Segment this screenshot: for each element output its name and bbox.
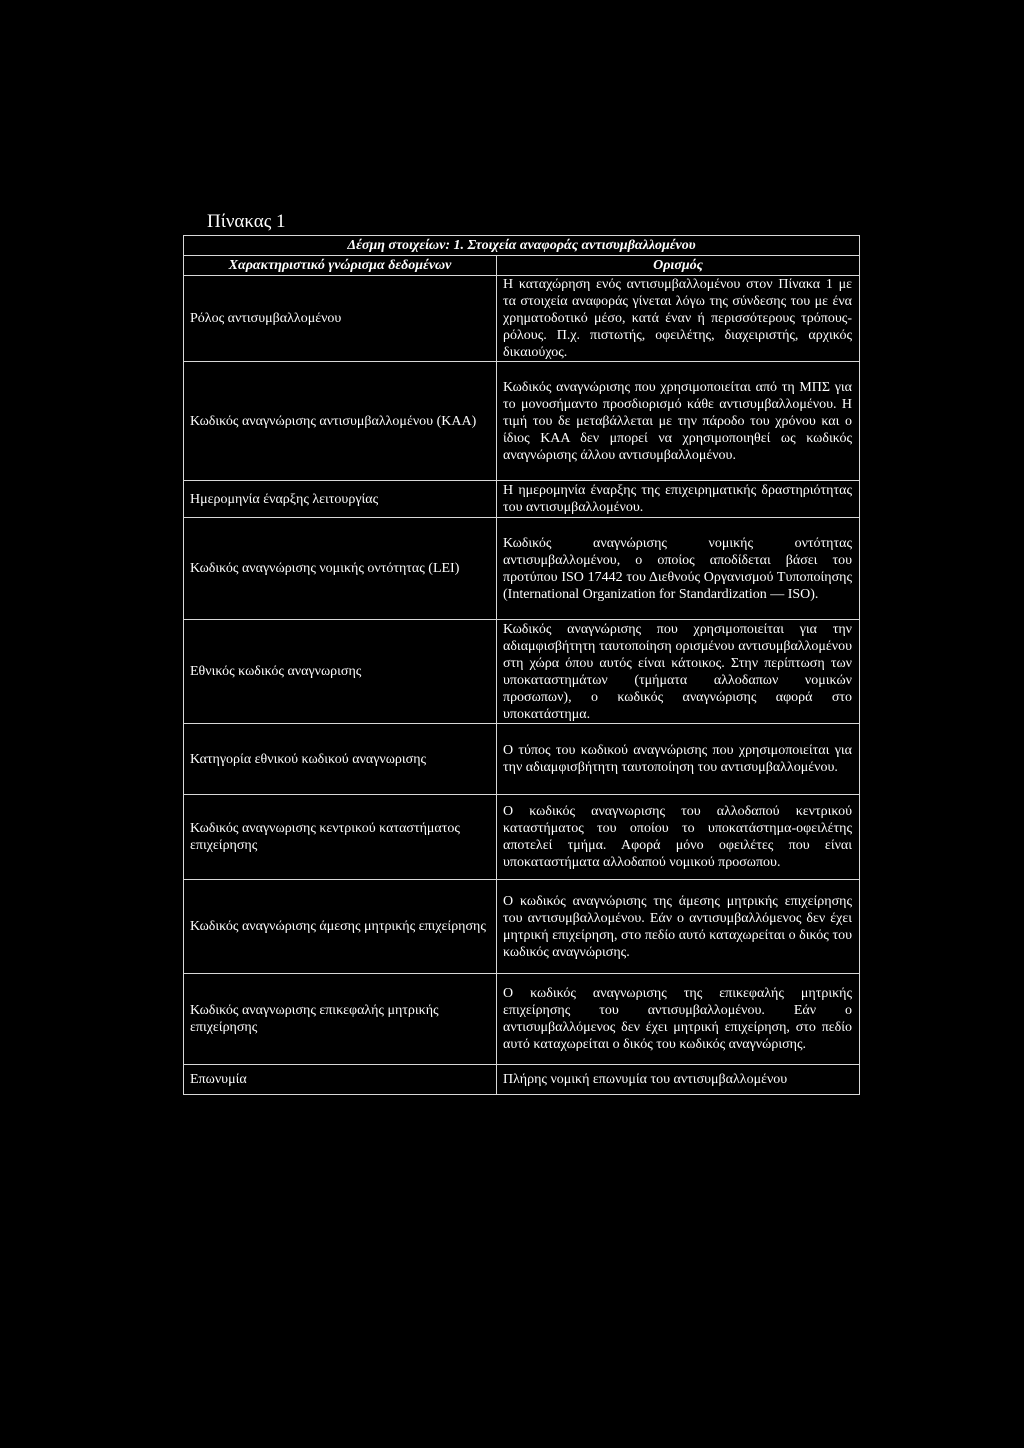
row-term: Ρόλος αντισυμβαλλομένου [184, 276, 497, 362]
row-term: Κατηγορία εθνικού κωδικού αναγνωρισης [184, 724, 497, 795]
row-term: Κωδικός αναγνώρισης αντισυμβαλλομένου (ΚΑΑ) [184, 362, 497, 481]
row-term: Ημερομηνία έναρξης λειτουργίας [184, 481, 497, 518]
page-title: Πίνακας 1 [207, 211, 286, 232]
table-row [184, 276, 860, 362]
table-row [184, 1065, 860, 1095]
table-row [184, 481, 860, 518]
row-definition: Κωδικός αναγνώρισης που χρησιμοποιείται από τη ΜΠΣ για το μονοσήμαντο προσδιορισμό κάθε αντισυμβαλλομένου. Η τιμή του δε μεταβάλλεται με την πάροδο του χρόνου και ο ίδιος ΚΑΑ δεν μπορεί να χρησιμοποιηθεί ως κωδικός αναγνώρισης άλλου αντισυμβαλλομένου. [497, 362, 860, 481]
row-definition: Ο κωδικός αναγνώρισης της άμεσης μητρικής επιχείρησης του αντισυμβαλλομένου. Εάν ο αντισυμβαλλόμενος δεν έχει μητρική επιχείρηση, στο πεδίο αυτό καταχωρείται ο δικός του κωδικός αναγνώρισης. [497, 880, 860, 974]
row-definition: Η καταχώρηση ενός αντισυμβαλλομένου στον Πίνακα 1 με τα στοιχεία αναφοράς γίνεται λόγω της σύνδεσης του με ένα χρηματοδοτικό μέσο, κατά έναν ή περισσότερους τρόπους-ρόλους. Π.χ. πιστωτής, οφειλέτης, διαχειριστής, αρχικός δικαιούχος. [497, 276, 860, 362]
row-term: Κωδικός αναγνώρισης νομικής οντότητας (LEI) [184, 518, 497, 620]
table-row [184, 880, 860, 974]
row-term: Κωδικός αναγνωρισης κεντρικού καταστήματος επιχείρησης [184, 795, 497, 880]
column-header-feature: Χαρακτηριστικό γνώρισμα δεδομένων [184, 256, 497, 276]
table-row [184, 518, 860, 620]
row-term: Εθνικός κωδικός αναγνωρισης [184, 620, 497, 724]
table-row [184, 362, 860, 481]
table-row [184, 620, 860, 724]
row-term: Επωνυμία [184, 1065, 497, 1095]
row-definition: Ο κωδικός αναγνωρισης της επικεφαλής μητρικής επιχείρησης του αντισυμβαλλομένου. Εάν ο αντισυμβαλλόμενος δεν έχει μητρική επιχείρηση, στο πεδίο αυτό καταχωρείται ο δικός του κωδικός αναγνώρισης. [497, 974, 860, 1065]
table-row [184, 795, 860, 880]
row-definition: Πλήρης νομική επωνυμία του αντισυμβαλλομένου [497, 1065, 860, 1095]
row-definition: Ο τύπος του κωδικού αναγνώρισης που χρησιμοποιείται για την αδιαμφισβήτητη ταυτοποίηση του αντισυμβαλλομένου. [497, 724, 860, 795]
reference-data-table [183, 235, 860, 1095]
row-term: Κωδικός αναγνωρισης επικεφαλής μητρικής επιχείρησης [184, 974, 497, 1065]
row-definition: Η ημερομηνία έναρξης της επιχειρηματικής δραστηριότητας του αντισυμβαλλομένου. [497, 481, 860, 518]
column-header-definition: Ορισμός [497, 256, 860, 276]
row-definition: Κωδικός αναγνώρισης που χρησιμοποιείται για την αδιαμφισβήτητη ταυτοποίηση ορισμένου αντισυμβαλλομένου στη χώρα όπου αυτός είναι κάτοικος. Στην περίπτωση των υποκαταστημάτων (τμήματα αλλοδαπων νομικών προσωπων), ο κωδικός αναγνώρισης αφορά στο υποκατάστημα. [497, 620, 860, 724]
table-row [184, 974, 860, 1065]
table-row [184, 724, 860, 795]
row-term: Κωδικός αναγνώρισης άμεσης μητρικής επιχείρησης [184, 880, 497, 974]
row-definition: Κωδικός αναγνώρισης νομικής οντότητας αντισυμβαλλομένου, ο οποίος αποδίδεται βάσει του προτύπου ISO 17442 του Διεθνούς Οργανισμού Τυποποίησης (International Organization for Standardization — ISO). [497, 518, 860, 620]
table-caption: Δέσμη στοιχείων: 1. Στοιχεία αναφοράς αντισυμβαλλομένου [184, 236, 860, 256]
row-definition: Ο κωδικός αναγνωρισης του αλλοδαπού κεντρικού καταστήματος του οποίου το υποκατάστημα-οφειλέτης αποτελεί τμήμα. Αφορά μόνο οφειλέτες που είναι υποκαταστήματα αλλοδαπού νομικού προσωπου. [497, 795, 860, 880]
